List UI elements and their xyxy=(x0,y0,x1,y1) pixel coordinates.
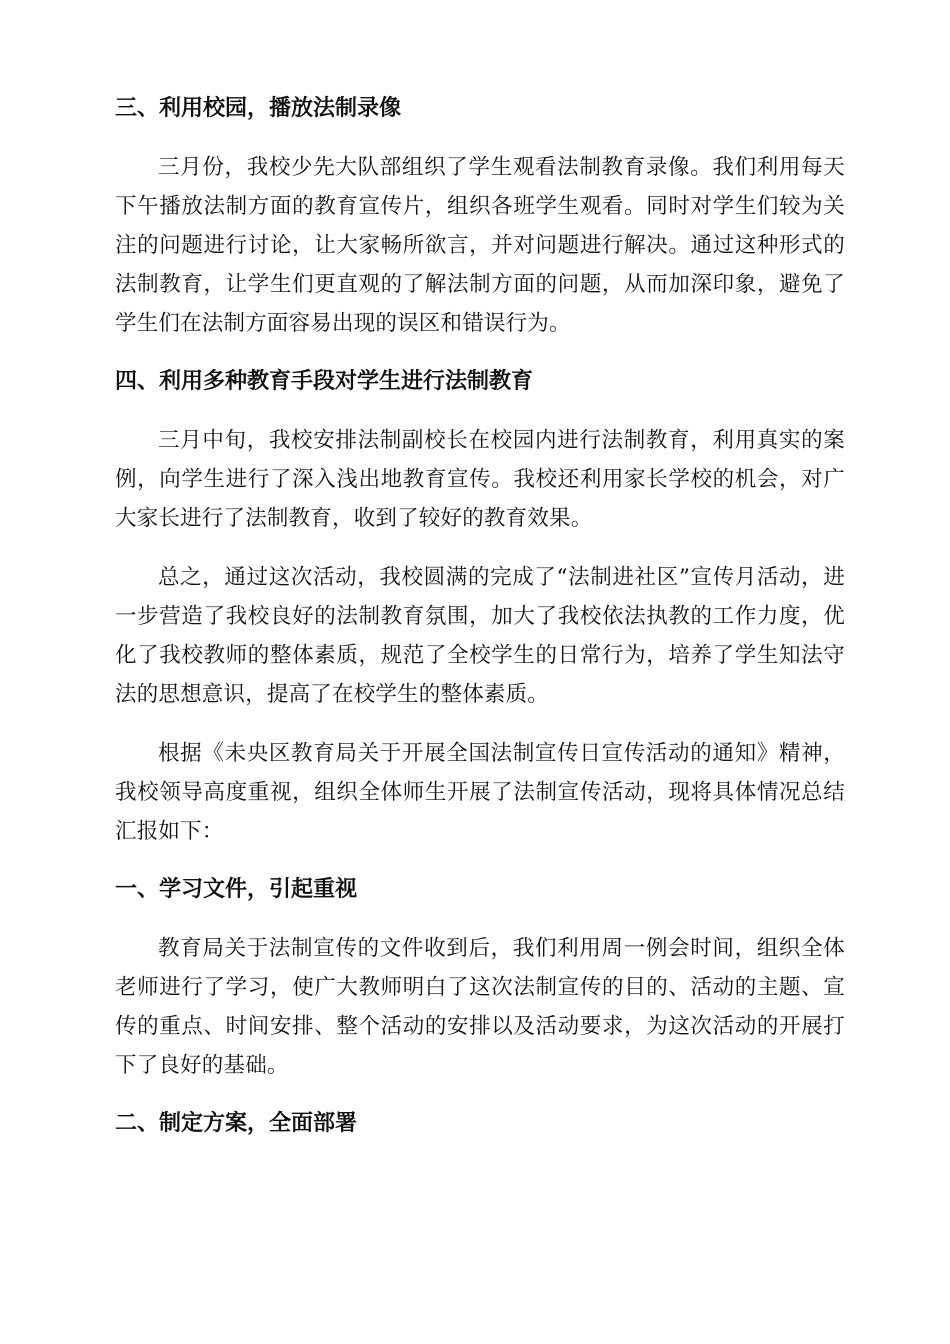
paragraph-summary: 总之，通过这次活动，我校圆满的完成了“法制进社区”宣传月活动，进一步营造了我校良好的法制教育氛围，加大了我校依法执教的工作力度，优化了我校教师的整体素质，规范了全校学生的日常行为，培养了学生知法守法的思想意识，提高了在校学生的整体素质。 xyxy=(115,565,845,707)
section-heading-2: 二、制定方案，全面部署 xyxy=(115,1111,358,1136)
paragraph-notice-intro: 根据《未央区教育局关于开展全国法制宣传日宣传活动的通知》精神，我校领导高度重视，组织全体师生开展了法制宣传活动，现将具体情况总结汇报如下： xyxy=(115,741,845,844)
section-heading-3: 三、利用校园，播放法制录像 xyxy=(115,96,402,121)
paragraph-document-study: 教育局关于法制宣传的文件收到后，我们利用周一例会时间，组织全体老师进行了学习，使广大教师明白了这次法制宣传的目的、活动的主题、宣传的重点、时间安排、整个活动的安排以及活动要求，为这次活动的开展打下了良好的基础。 xyxy=(115,936,845,1078)
section-heading-4: 四、利用多种教育手段对学生进行法制教育 xyxy=(115,369,534,394)
section-heading-1: 一、学习文件，引起重视 xyxy=(115,877,358,902)
paragraph-vice-principal: 三月中旬，我校安排法制副校长在校园内进行法制教育，利用真实的案例，向学生进行了深入浅出地教育宣传。我校还利用家长学校的机会，对广大家长进行了法制教育，收到了较好的教育效果。 xyxy=(115,428,845,531)
document-body xyxy=(115,90,845,1163)
paragraph-video-education: 三月份，我校少先大队部组织了学生观看法制教育录像。我们利用每天下午播放法制方面的教育宣传片，组织各班学生观看。同时对学生们较为关注的问题进行讨论，让大家畅所欲言，并对问题进行解决。通过这种形式的法制教育，让学生们更直观的了解法制方面的问题，从而加深印象，避免了学生们在法制方面容易出现的误区和错误行为。 xyxy=(115,155,845,336)
